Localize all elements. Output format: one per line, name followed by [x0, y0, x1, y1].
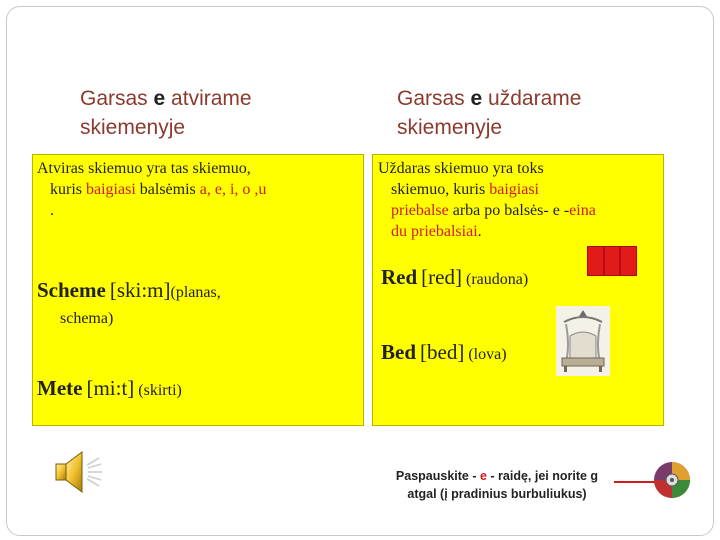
- navigation-instruction: [377, 467, 617, 503]
- example-bed: [381, 340, 507, 365]
- right-definition: [378, 158, 660, 242]
- example-transcription: [ski:m]: [109, 278, 171, 302]
- nav-text-1: Paspauskite -: [395, 469, 480, 483]
- nav-text-3: atgal (į pradinius burbuliukus): [407, 487, 587, 501]
- example-mete: [37, 376, 182, 401]
- bed-picture: [556, 306, 610, 376]
- right-heading-line2: skiemenyje: [397, 116, 503, 139]
- left-def-line1: Atviras skiemuo yra tas skiemuo,: [37, 160, 251, 177]
- right-def-text: skiemuo, kuris: [391, 181, 490, 198]
- right-def-line3: [378, 200, 660, 221]
- right-heading-text-2: uždarame: [482, 87, 582, 110]
- example-gloss: (skirti): [138, 382, 182, 399]
- right-def-text-2: arba po balsės- e -: [448, 202, 570, 219]
- right-def-consonant: priebalse: [391, 202, 449, 219]
- right-heading-letter: e: [470, 87, 483, 110]
- left-heading-line2: skiemenyje: [80, 116, 186, 139]
- left-def-vowels: a, e, i, o ,u: [199, 181, 267, 198]
- right-heading-text: Garsas: [397, 87, 471, 110]
- example-transcription: [bed]: [420, 340, 465, 364]
- left-heading: [80, 84, 252, 142]
- example-word: Bed: [381, 340, 417, 364]
- right-def-line2: [378, 179, 660, 200]
- example-gloss: (lova): [468, 346, 507, 363]
- example-red: [381, 265, 528, 290]
- example-gloss: (raudona): [465, 271, 529, 288]
- right-def-line1: Uždaras skiemuo yra toks: [378, 160, 544, 177]
- example-word: Red: [381, 265, 418, 289]
- right-def-highlight: baigiasi: [489, 181, 539, 198]
- right-def-two-consonants: du priebalsiai: [391, 223, 478, 240]
- left-heading-text: Garsas: [80, 87, 154, 110]
- example-transcription: [mi:t]: [86, 376, 135, 400]
- right-def-eina: eina: [569, 202, 596, 219]
- left-heading-text-2: atvirame: [165, 87, 252, 110]
- left-heading-letter: e: [153, 87, 166, 110]
- red-swatch: [587, 246, 637, 276]
- example-transcription: [red]: [421, 265, 462, 289]
- right-def-period: .: [477, 223, 482, 240]
- example-word: Mete: [37, 376, 83, 400]
- left-def-line2: [37, 179, 353, 200]
- nav-text-2: - raidę, jei norite g: [486, 469, 599, 483]
- right-heading: [397, 84, 581, 142]
- left-definition: [37, 158, 353, 221]
- example-word: Scheme: [37, 278, 106, 302]
- right-def-line4: [378, 221, 660, 242]
- example-scheme: [37, 278, 221, 303]
- example-gloss: (planas,: [170, 284, 221, 301]
- example-scheme-gloss-2: schema): [60, 310, 114, 327]
- cd-disc-icon[interactable]: [652, 460, 692, 500]
- nav-letter-e: e: [479, 469, 487, 483]
- left-def-text-2: balsėmis: [135, 181, 200, 198]
- left-def-line3: .: [50, 202, 54, 219]
- speaker-icon[interactable]: [52, 448, 104, 496]
- left-def-text: kuris: [50, 181, 86, 198]
- left-def-highlight: baigiasi: [86, 181, 136, 198]
